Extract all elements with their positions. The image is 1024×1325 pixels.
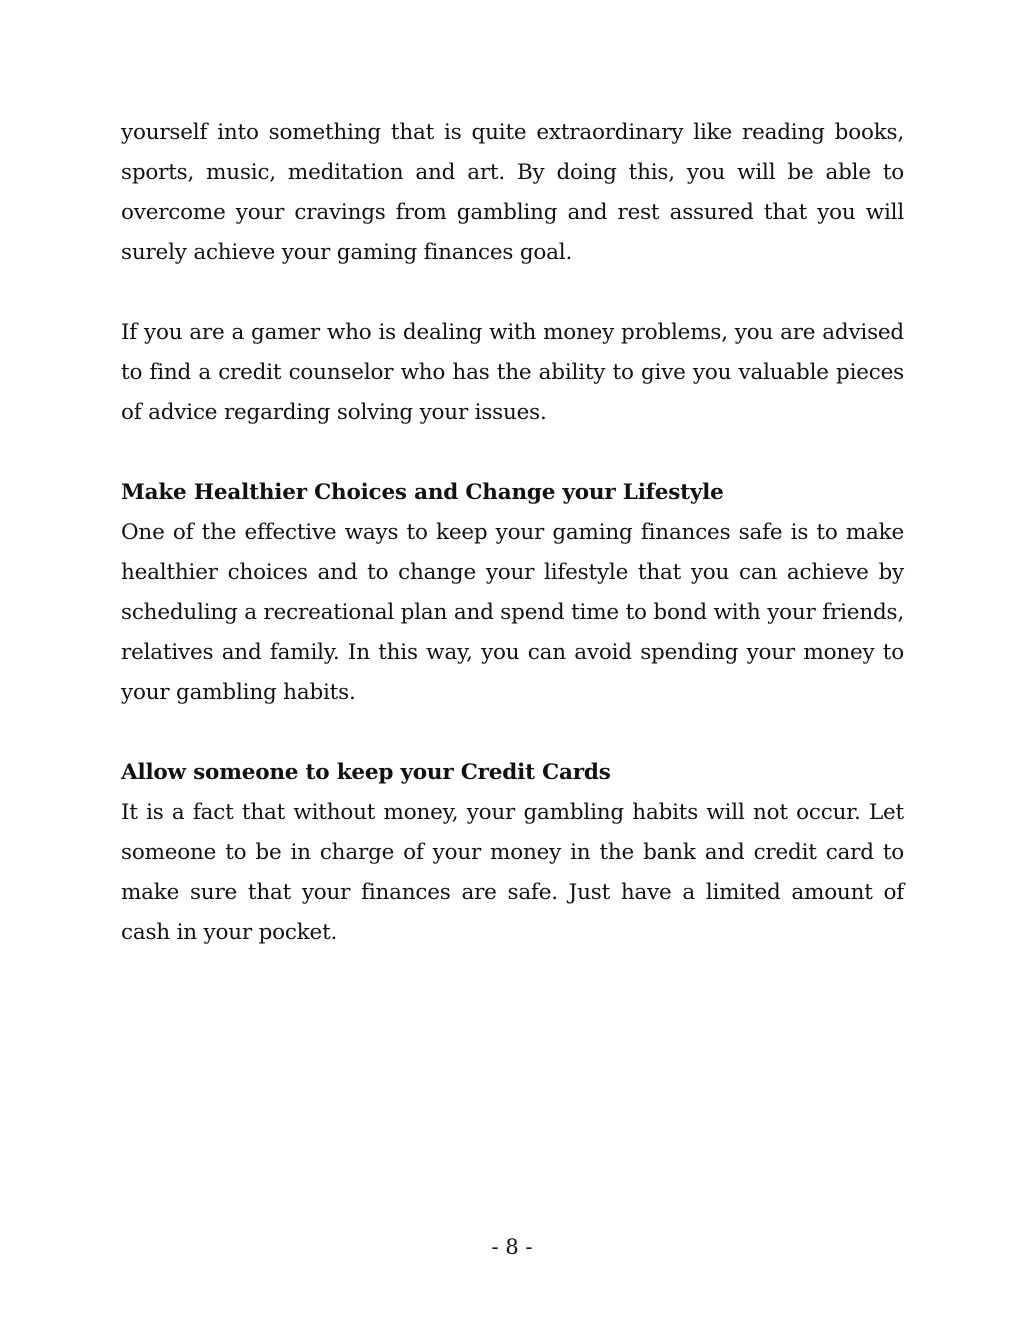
paragraph-spacer: [121, 713, 904, 753]
paragraph-spacer: [121, 433, 904, 473]
paragraph-spacer: [121, 273, 904, 313]
paragraph-hobbies: yourself into something that is quite extraordinary like reading books, sports, music, meditation and art. By doing this, you will be able to overcome your cravings from gambling and rest assured that you will surely achieve your gaming finances goal.: [121, 120, 904, 265]
paragraph-credit-cards: It is a fact that without money, your gambling habits will not occur. Let someone to be in charge of your money in the bank and credit card to make sure that your finances are safe. Just have a limited amount of cash in your pocket.: [121, 800, 904, 945]
document-page-content: [121, 113, 904, 953]
page-number: - 8 -: [491, 1235, 533, 1259]
paragraph-healthier-choices: One of the effective ways to keep your gaming finances safe is to make healthier choices and to change your lifestyle that you can achieve by scheduling a recreational plan and spend time to bond with your friends, relatives and family. In this way, you can avoid spending your money to your gambling habits.: [121, 520, 904, 705]
section-heading-healthier-choices: Make Healthier Choices and Change your Lifestyle: [121, 480, 724, 505]
paragraph-credit-counselor: If you are a gamer who is dealing with money problems, you are advised to find a credit counselor who has the ability to give you valuable pieces of advice regarding solving your issues.: [121, 320, 904, 425]
section-heading-credit-cards: Allow someone to keep your Credit Cards: [121, 760, 611, 785]
